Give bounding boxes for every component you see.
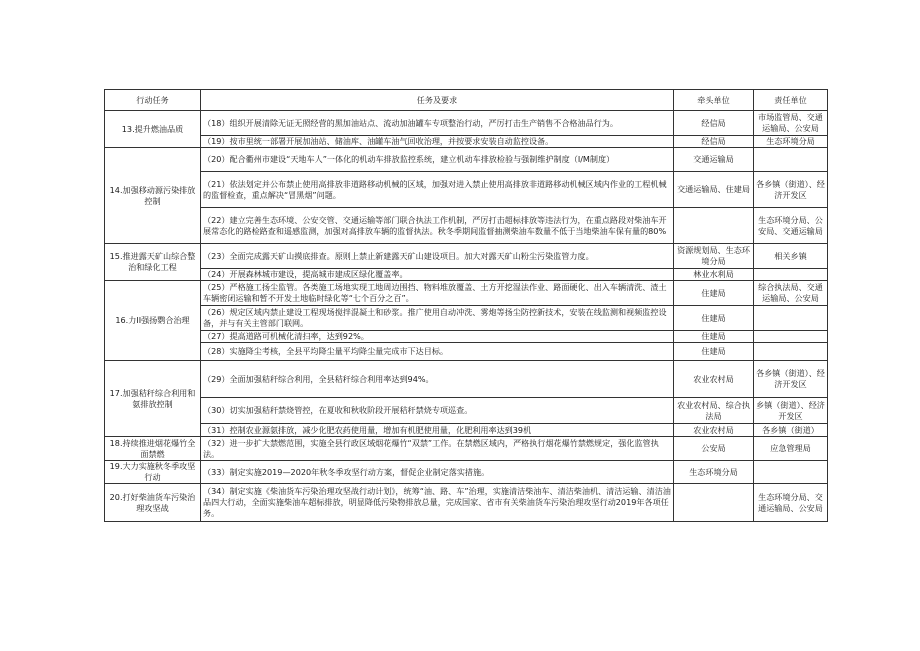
requirement-cell: （30）切实加强秸秆禁烧管控，在夏收和秋收阶段开展秸秆禁烧专项巡查。 xyxy=(201,398,674,424)
lead-unit-cell xyxy=(674,484,754,522)
lead-unit-cell: 农业农村局、综合执法局 xyxy=(674,398,754,424)
requirement-cell: （25）严格施工扬尘监管。各类施工场地实现工地周边围挡、物料堆放覆盖、土方开挖湿法作业、路面硬化、出入车辆清洗、渣土车辆密闭运输和暂不开发土地临时绿化等“七个百分之百”。 xyxy=(201,281,674,306)
responsible-unit-cell: 综合执法局、交通运输局、公安局 xyxy=(754,281,828,306)
table-row xyxy=(105,148,828,172)
responsible-unit-cell: 各乡镇（街道）、经济开发区 xyxy=(754,172,828,208)
header-row xyxy=(105,90,828,111)
responsible-unit-cell: 应急管理局 xyxy=(754,437,828,461)
table-row xyxy=(105,437,828,461)
requirement-cell: （21）依法划定并公布禁止使用高排放非道路移动机械的区域，加强对进入禁止使用高排放非道路移动机械区域内作业的工程机械的监督检查，重点解决“冒黑烟”问题。 xyxy=(201,172,674,208)
table-row xyxy=(105,343,828,361)
requirement-cell: （24）开展森林城市建设，提高城市建成区绿化覆盖率。 xyxy=(201,269,674,281)
task-category: 15.推进露天矿山综合整治和绿化工程 xyxy=(105,244,201,281)
table-row xyxy=(105,208,828,244)
task-category: 13.提升燃油品质 xyxy=(105,111,201,148)
responsible-unit-cell: 生态环境分局、公安局、交通运输局 xyxy=(754,208,828,244)
requirement-cell: （34）制定实施《柴油货车污染治理攻坚战行动计划》，统筹“油、路、车”治理，实施清洁柴油车、清洁柴油机、清洁运输、清洁油品四大行动，全面实施柴油车超标排放，明显降低污染物排放总量，完成国家、省市有关柴油货车污染治理攻坚行动2019年各项任务。 xyxy=(201,484,674,522)
task-category: 17.加强秸秆综合利用和氨排放控制 xyxy=(105,361,201,437)
responsible-unit-cell: 相关乡镇 xyxy=(754,244,828,269)
responsible-unit-cell xyxy=(754,343,828,361)
lead-unit-cell: 林业水利局 xyxy=(674,269,754,281)
responsible-unit-cell: 各乡镇（街道） xyxy=(754,424,828,437)
requirement-cell: （18）组织开展清除无证无照经营的黑加油站点、流动加油罐车专项整治行动，严厉打击生产销售不合格油品行为。 xyxy=(201,111,674,136)
lead-unit-cell: 交通运输局、住建局 xyxy=(674,172,754,208)
responsible-unit-cell xyxy=(754,269,828,281)
requirement-cell: （28）实施降尘考核，全县平均降尘量平均降尘量完成市下达目标。 xyxy=(201,343,674,361)
lead-unit-cell: 交通运输局 xyxy=(674,148,754,172)
table-row xyxy=(105,461,828,484)
lead-unit-cell: 住建局 xyxy=(674,343,754,361)
responsible-unit-cell xyxy=(754,331,828,343)
table-row xyxy=(105,269,828,281)
lead-unit-cell: 资源规划局、生态环境分局 xyxy=(674,244,754,269)
requirement-cell: （33）制定实施2019—2020年秋冬季攻坚行动方案，督促企业制定落实措施。 xyxy=(201,461,674,484)
table-row xyxy=(105,484,828,522)
task-category: 20.打好柴油货车污染治理攻坚战 xyxy=(105,484,201,522)
lead-unit-cell: 经信局 xyxy=(674,111,754,136)
table-row xyxy=(105,172,828,208)
table-row xyxy=(105,361,828,398)
header-requirement: 任务及要求 xyxy=(201,90,674,111)
requirement-cell: （27）提高道路可机械化清扫率，达到92%。 xyxy=(201,331,674,343)
task-category: 14.加强移动源污染排放控制 xyxy=(105,148,201,244)
lead-unit-cell xyxy=(674,208,754,244)
responsible-unit-cell: 生态环境分局 xyxy=(754,136,828,148)
task-category: 18.持续推进烟花爆竹全面禁燃 xyxy=(105,437,201,461)
lead-unit-cell: 农业农村局 xyxy=(674,424,754,437)
task-category: 16.力II强扬鹦合治理 xyxy=(105,281,201,361)
requirement-cell: （32）进一步扩大禁燃范围，实施全县行政区域烟花爆竹“双禁”工作。在禁燃区域内，严格执行烟花爆竹禁燃规定，强化监管执法。 xyxy=(201,437,674,461)
table-row xyxy=(105,306,828,331)
requirement-cell: （31）控制农业源氨排放，减少化肥农药使用量，增加有机肥使用量，化肥利用率达到39机 xyxy=(201,424,674,437)
requirement-cell: （19）按市里统一部署开展加油站、储油库、油罐车油气回收治理，并按要求安装自动监控设备。 xyxy=(201,136,674,148)
header-lead-unit: 牵头单位 xyxy=(674,90,754,111)
lead-unit-cell: 住建局 xyxy=(674,281,754,306)
requirement-cell: （22）建立完善生态环境、公安交管、交通运输等部门联合执法工作机制，严厉打击超标排放等违法行为，在重点路段对柴油车开展常态化的路检路查和遥感监测，加强对高排放车辆的监督执法。秋冬季期间监督抽测柴油车数量不低于当地柴油车保有量的80% xyxy=(201,208,674,244)
responsible-unit-cell: 市场监管局、交通运输局、公安局 xyxy=(754,111,828,136)
responsible-unit-cell: 生态环境分局、交通运输局、公安局 xyxy=(754,484,828,522)
table-row xyxy=(105,424,828,437)
task-category: 19.大力实施秋冬季攻坚行动 xyxy=(105,461,201,484)
table-row xyxy=(105,136,828,148)
responsible-unit-cell: 乡镇（街道）、经济开发区 xyxy=(754,398,828,424)
lead-unit-cell: 生态环境分局 xyxy=(674,461,754,484)
requirement-cell: （29）全面加强秸秆综合利用，全县秸秆综合利用率达到94%。 xyxy=(201,361,674,398)
responsible-unit-cell xyxy=(754,306,828,331)
responsible-unit-cell: 各乡镇（街道）、经济开发区 xyxy=(754,361,828,398)
table-row xyxy=(105,244,828,269)
lead-unit-cell: 农业农村局 xyxy=(674,361,754,398)
table-row xyxy=(105,281,828,306)
responsible-unit-cell xyxy=(754,461,828,484)
task-table xyxy=(104,89,828,522)
lead-unit-cell: 经信局 xyxy=(674,136,754,148)
requirement-cell: （26）规定区域内禁止建设工程现场搅拌混凝土和砂浆。推广使用自动冲洗、雾炮等扬尘防控新技术，安装在线监测和视频监控设备，并与有关主管部门联网。 xyxy=(201,306,674,331)
requirement-cell: （23）全面完成露天矿山摸底排查。原则上禁止新建露天矿山建设项目。加大对露天矿山粉尘污染监管力度。 xyxy=(201,244,674,269)
lead-unit-cell: 住建局 xyxy=(674,331,754,343)
requirement-cell: （20）配合衢州市建设“天地车人”一体化的机动车排放监控系统，建立机动车排放检验与强制维护制度（I/M制度） xyxy=(201,148,674,172)
table-row xyxy=(105,331,828,343)
header-responsible-unit: 责任单位 xyxy=(754,90,828,111)
responsible-unit-cell xyxy=(754,148,828,172)
lead-unit-cell: 住建局 xyxy=(674,306,754,331)
lead-unit-cell: 公安局 xyxy=(674,437,754,461)
header-task: 行动任务 xyxy=(105,90,201,111)
table-row xyxy=(105,111,828,136)
table-row xyxy=(105,398,828,424)
